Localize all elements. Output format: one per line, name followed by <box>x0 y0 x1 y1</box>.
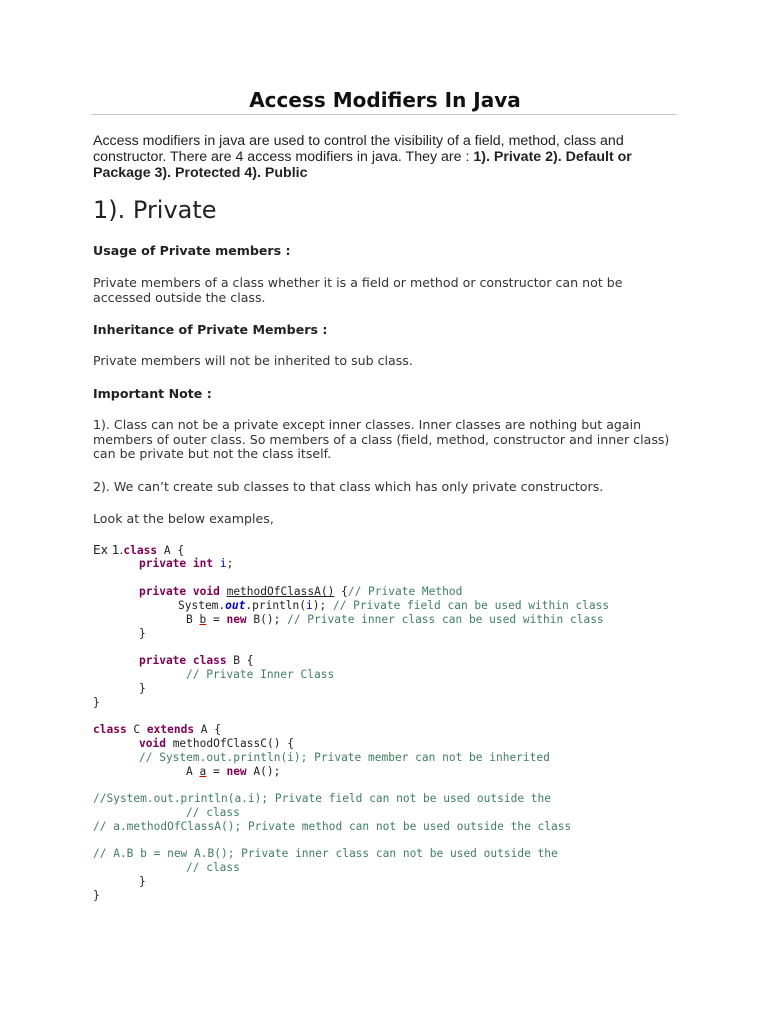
code-line: // class <box>186 861 240 874</box>
code-line: } <box>93 889 100 902</box>
code-line: B b = new B(); // Private inner class can be used within class <box>186 613 604 626</box>
code-line: } <box>139 682 146 695</box>
note-2-text: 2). We can’t create sub classes to that class which has only private constructors. <box>93 479 604 494</box>
inheritance-text: Private members will not be inherited to sub class. <box>93 353 413 368</box>
code-line: // System.out.println(i); Private member can not be inherited <box>139 751 550 764</box>
inheritance-heading: Inheritance of Private Members : <box>93 322 328 337</box>
example-label: Ex 1. <box>93 543 124 557</box>
code-line: class C extends A { <box>93 723 222 736</box>
code-line: A a = new A(); <box>186 765 281 778</box>
code-line: Ex 1.class A { <box>93 543 185 557</box>
code-line: // Private Inner Class <box>186 668 335 681</box>
code-line: private void methodOfClassA() {// Private Method <box>139 585 463 598</box>
code-line: System.out.println(i); // Private field can be used within class <box>178 599 610 612</box>
intro-text: Access modifiers in java are used to control the visibility of a field, method, class and constructor. There are 4 access modifiers in java. They are : <box>93 133 624 165</box>
code-line: void methodOfClassC() { <box>139 737 294 750</box>
examples-intro: Look at the below examples, <box>93 511 274 526</box>
intro-paragraph <box>93 133 677 181</box>
page-title: Access Modifiers In Java <box>249 88 521 112</box>
intro-modifier-list: 1). Private 2). Default or Package 3). Protected 4). Public <box>93 149 632 181</box>
code-line: private int i; <box>139 557 234 570</box>
code-line: // A.B b = new A.B(); Private inner class can not be used outside the <box>93 847 558 860</box>
title-divider <box>91 114 677 115</box>
code-line: } <box>139 627 146 640</box>
code-line: //System.out.println(a.i); Private field can not be used outside the <box>93 792 552 805</box>
section-heading: 1). Private <box>93 196 217 224</box>
note-heading: Important Note : <box>93 386 212 401</box>
code-line: } <box>139 875 146 888</box>
usage-heading: Usage of Private members : <box>93 243 291 258</box>
code-line: private class B { <box>139 654 254 667</box>
usage-text: Private members of a class whether it is a field or method or constructor can not be accessed outside the class. <box>93 275 623 305</box>
code-line: } <box>93 696 100 709</box>
code-line: // class <box>186 806 240 819</box>
note-1-text: 1). Class can not be a private except inner classes. Inner classes are nothing but again members of outer class. So members of a class (field, method, constructor and inner class) can be private but not the class itself. <box>93 417 670 462</box>
code-line: // a.methodOfClassA(); Private method can not be used outside the class <box>93 820 572 833</box>
